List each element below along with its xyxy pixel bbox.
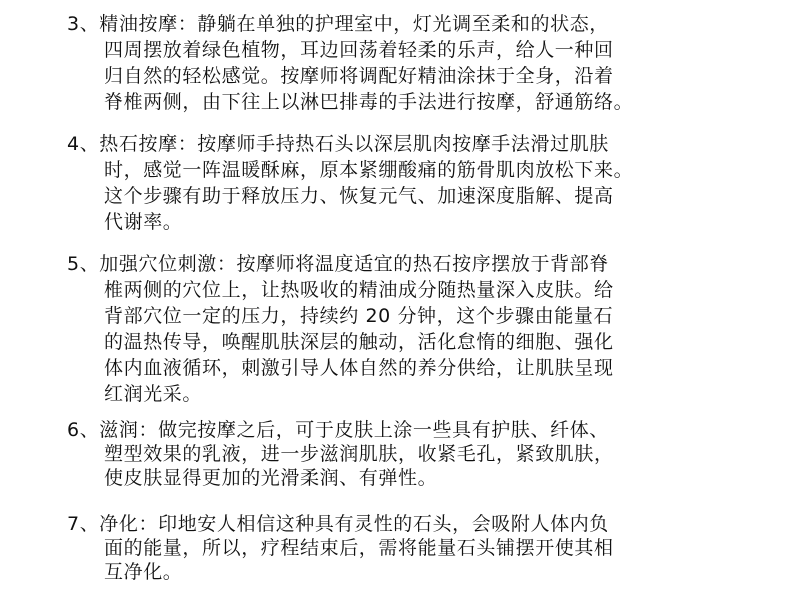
paragraph-line: 椎两侧的穴位上，让热吸收的精油成分随热量深入皮肤。给 xyxy=(104,279,614,301)
paragraph-line: 红润光采。 xyxy=(104,383,203,405)
paragraph-line: 面的能量，所以，疗程结束后，需将能量石头铺摆开使其相 xyxy=(104,537,614,559)
paragraph-line: 时，感觉一阵温暖酥麻，原本紧绷酸痛的筋骨肌肉放松下来。 xyxy=(104,159,634,181)
paragraph-line: 体内血液循环，刺激引导人体自然的养分供给，让肌肤呈现 xyxy=(104,357,614,379)
paragraph-line: 7、净化：印地安人相信这种具有灵性的石头，会吸附人体内负 xyxy=(67,513,609,535)
paragraph-line: 代谢率。 xyxy=(104,211,183,233)
paragraph-line: 4、热石按摩：按摩师手持热石头以深层肌肉按摩手法滑过肌肤 xyxy=(67,133,609,155)
paragraph-line: 脊椎两侧，由下往上以淋巴排毒的手法进行按摩，舒通筋络。 xyxy=(104,91,634,113)
paragraph-line: 这个步骤有助于释放压力、恢复元气、加速深度脂解、提高 xyxy=(104,185,614,207)
paragraph-line: 5、加强穴位刺激：按摩师将温度适宜的热石按序摆放于背部脊 xyxy=(67,253,609,275)
paragraph-line: 互净化。 xyxy=(104,561,183,583)
paragraph-line: 6、滋润：做完按摩之后，可于皮肤上涂一些具有护肤、纤体、 xyxy=(67,419,609,441)
paragraph-line: 使皮肤显得更加的光滑柔润、有弹性。 xyxy=(104,467,438,489)
paragraph-line: 3、精油按摩：静躺在单独的护理室中，灯光调至柔和的状态， xyxy=(67,13,609,35)
paragraph-line: 归自然的轻松感觉。按摩师将调配好精油涂抹于全身，沿着 xyxy=(104,65,614,87)
paragraph-line: 的温热传导，唤醒肌肤深层的触动，活化怠惰的细胞、强化 xyxy=(104,331,614,353)
paragraph-line: 背部穴位一定的压力，持续约 20 分钟，这个步骤由能量石 xyxy=(104,305,614,327)
paragraph-line: 塑型效果的乳液，进一步滋润肌肤，收紧毛孔，紧致肌肤， xyxy=(104,443,614,465)
paragraph-line: 四周摆放着绿色植物，耳边回荡着轻柔的乐声，给人一种回 xyxy=(104,39,614,61)
